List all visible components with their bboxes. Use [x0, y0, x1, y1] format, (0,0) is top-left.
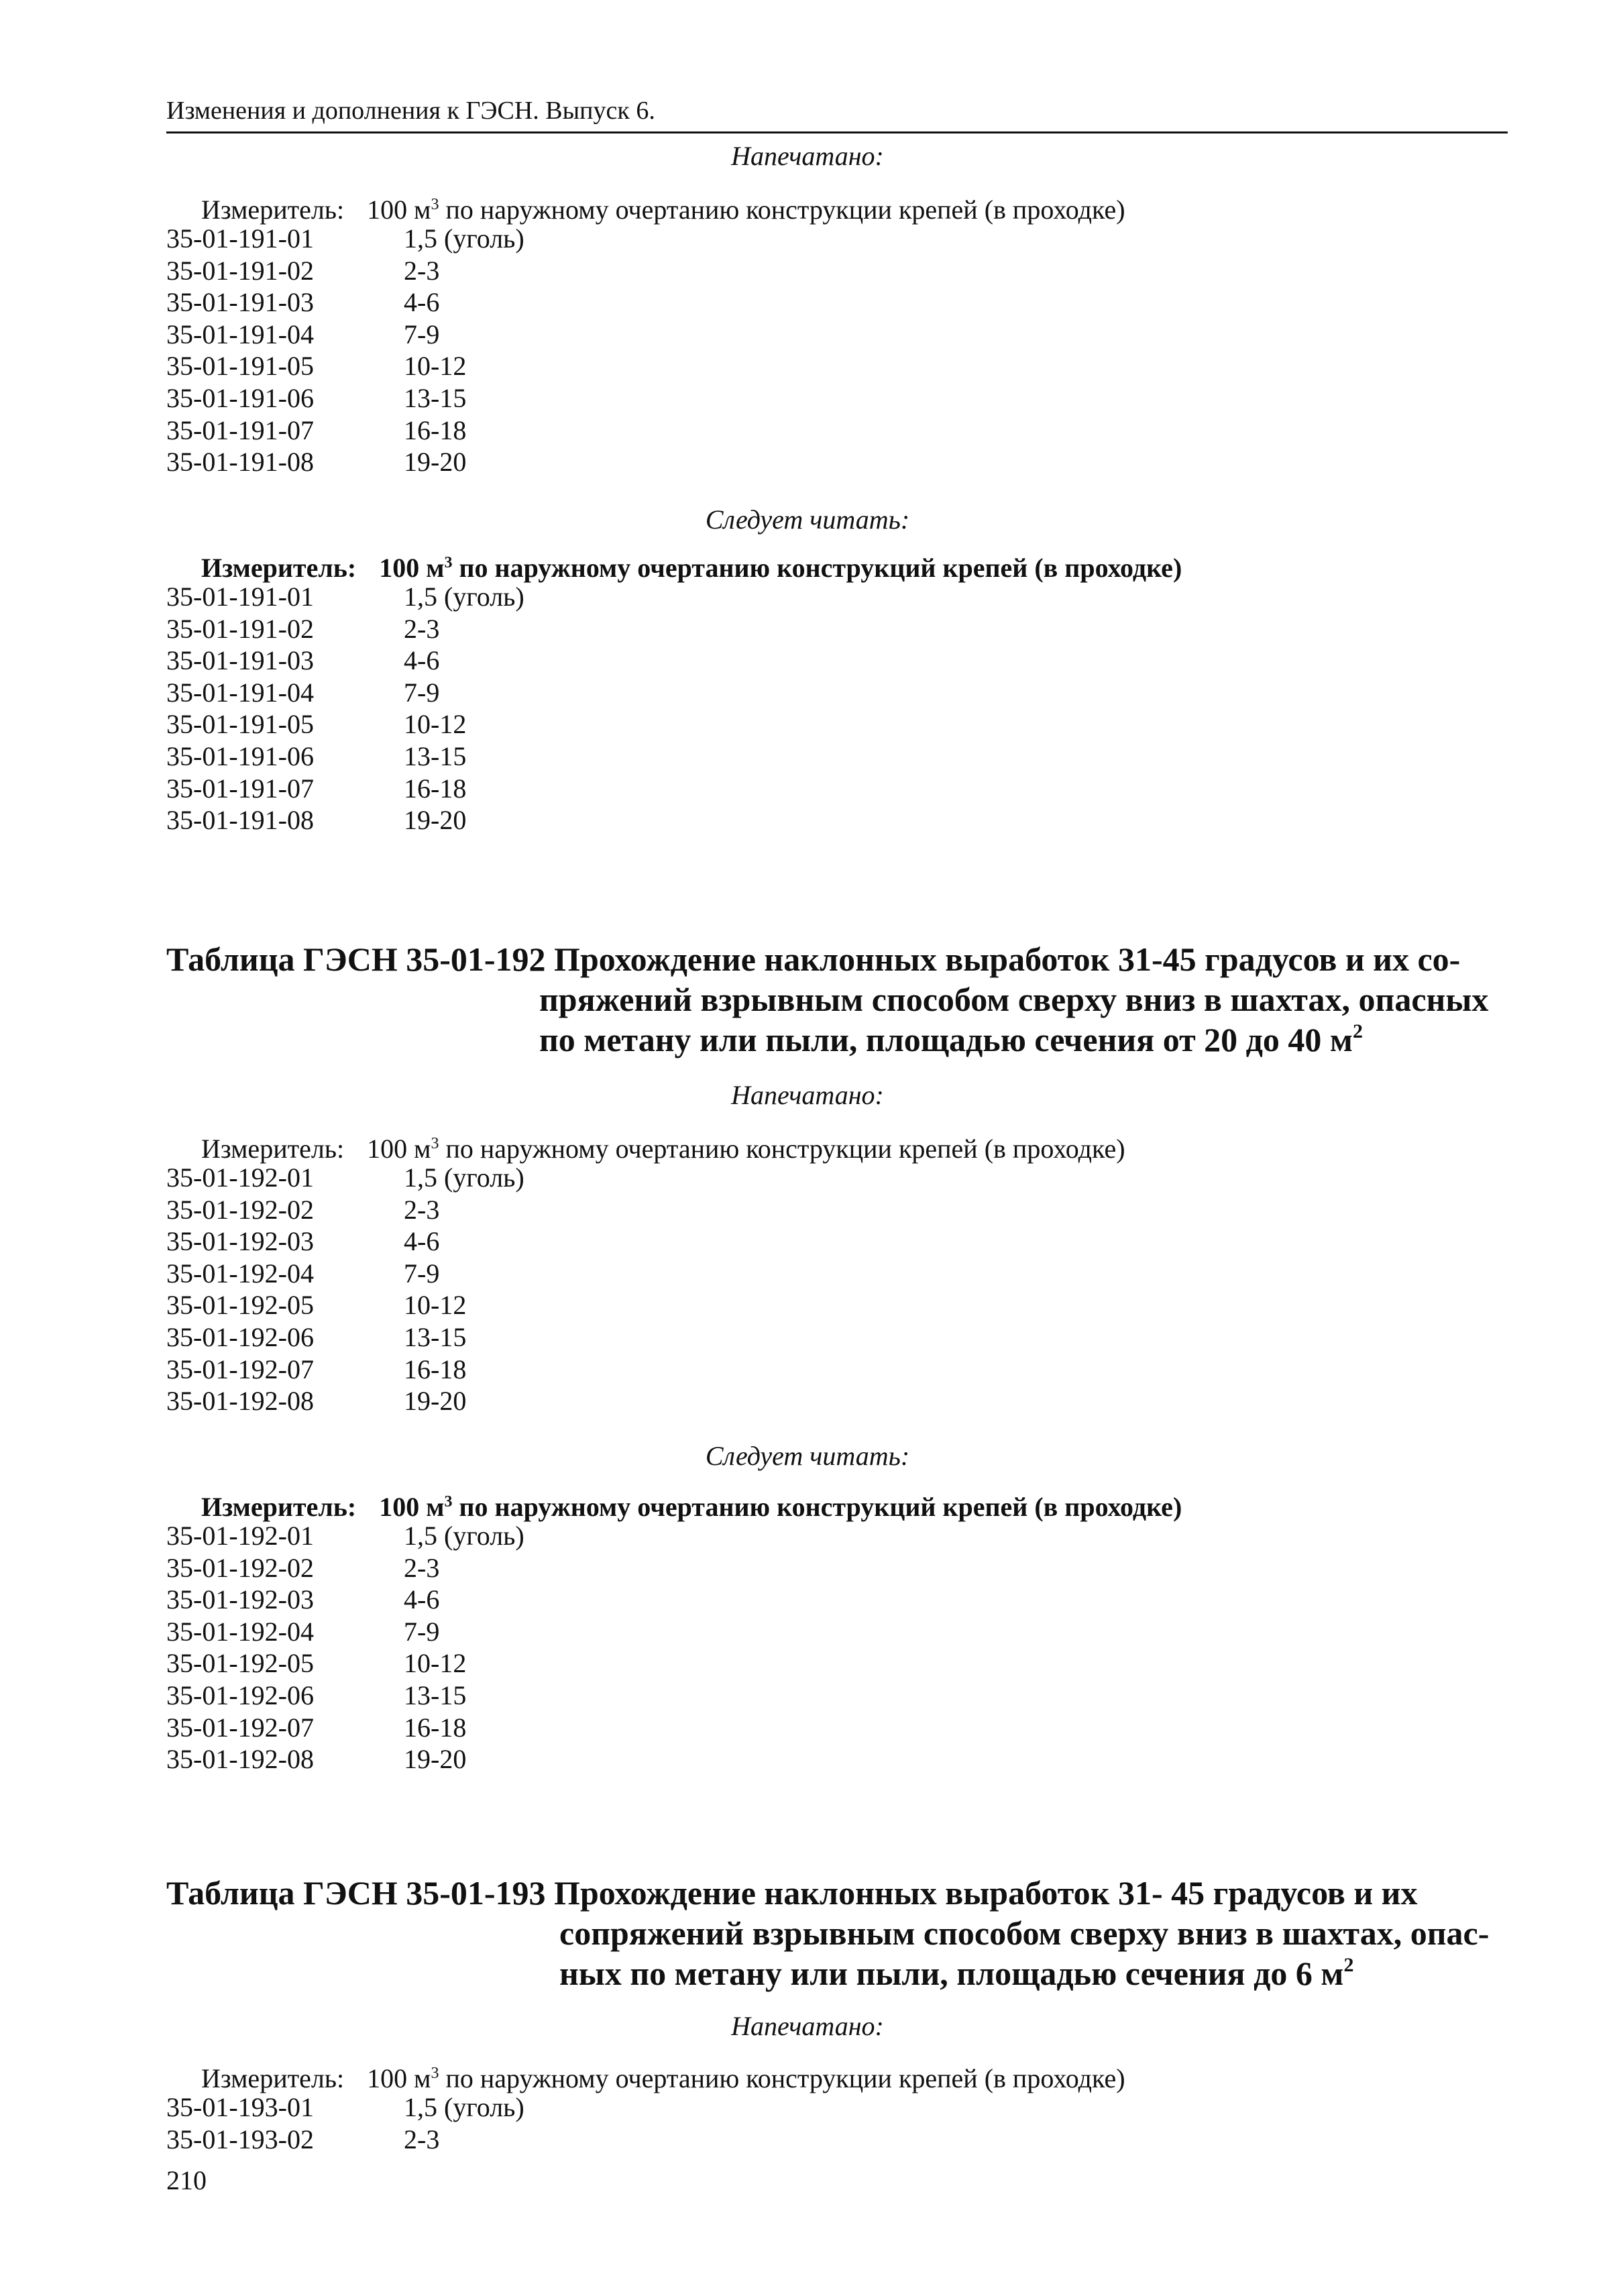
printed-label: Напечатано:	[731, 141, 884, 171]
row-code: 35-01-191-03	[166, 645, 314, 676]
row-value: 10-12	[404, 351, 467, 382]
rows-192-corrected	[166, 1520, 837, 1775]
table-row	[166, 2091, 837, 2124]
measure-tail: по наружному очертанию конструкций крепей (в проходке)	[452, 553, 1182, 583]
table-row	[166, 1552, 837, 1584]
measure-exponent: 3	[431, 2065, 439, 2082]
row-code: 35-01-191-05	[166, 351, 314, 382]
measure-tail: по наружному очертанию конструкции крепей (в проходке)	[439, 2063, 1125, 2093]
row-code: 35-01-191-06	[166, 741, 314, 771]
measure-exponent: 3	[444, 554, 453, 571]
table-row	[166, 415, 837, 447]
title-line	[166, 1020, 1508, 1060]
measure-prefix: Измеритель:	[201, 2063, 345, 2093]
row-value: 16-18	[404, 1712, 467, 1743]
measure-amount: 100 м	[379, 553, 445, 583]
row-value: 10-12	[404, 1648, 467, 1679]
table-row	[166, 350, 837, 382]
table-row	[166, 1647, 837, 1680]
row-code: 35-01-192-01	[166, 1162, 314, 1193]
row-value: 2-3	[404, 613, 440, 644]
row-value: 7-9	[404, 1616, 440, 1647]
row-code: 35-01-192-02	[166, 1194, 314, 1225]
title-line: Таблица ГЭСН 35-01-193 Прохождение наклонных выработок 31- 45 градусов и их	[166, 1874, 1418, 1912]
rows-192-printed	[166, 1162, 837, 1417]
table-row	[166, 1743, 837, 1775]
row-value: 10-12	[404, 1290, 467, 1321]
table-193-title	[166, 1873, 1508, 1993]
row-value: 4-6	[404, 645, 440, 676]
row-value: 2-3	[404, 2124, 440, 2154]
measure-tail: по наружному очертанию конструкций крепей (в проходке)	[452, 1492, 1182, 1522]
row-value: 7-9	[404, 319, 440, 349]
row-code: 35-01-191-02	[166, 255, 314, 286]
measure-prefix: Измеритель:	[201, 1134, 345, 1164]
table-row	[166, 645, 837, 677]
measure-line	[201, 1132, 1125, 1166]
table-row	[166, 1520, 837, 1552]
row-code: 35-01-191-08	[166, 447, 314, 478]
measure-amount: 100 м	[367, 1134, 431, 1164]
row-value: 1,5 (уголь)	[404, 2092, 524, 2122]
table-row	[166, 581, 837, 613]
measure-line	[201, 193, 1125, 227]
row-code: 35-01-192-04	[166, 1616, 314, 1647]
row-value: 1,5 (уголь)	[404, 1162, 524, 1193]
row-value: 13-15	[404, 741, 467, 771]
row-value: 10-12	[404, 709, 467, 740]
row-code: 35-01-191-08	[166, 805, 314, 836]
table-row	[166, 2124, 837, 2156]
row-code: 35-01-192-01	[166, 1521, 314, 1551]
row-code: 35-01-193-02	[166, 2124, 314, 2154]
row-code: 35-01-192-08	[166, 1744, 314, 1775]
measure-line-corrected	[201, 1490, 1182, 1524]
measure-tail: по наружному очертанию конструкции крепей (в проходке)	[439, 1134, 1125, 1164]
read-as-label: Следует читать:	[705, 1441, 910, 1471]
printed-label: Напечатано:	[731, 2011, 884, 2041]
row-value: 2-3	[404, 255, 440, 286]
table-row	[166, 255, 837, 287]
measure-prefix: Измеритель:	[201, 553, 357, 583]
row-code: 35-01-191-05	[166, 709, 314, 740]
printed-label: Напечатано:	[731, 1080, 884, 1110]
table-row	[166, 708, 837, 741]
row-value: 2-3	[404, 1194, 440, 1225]
row-value: 13-15	[404, 1680, 467, 1710]
table-row	[166, 613, 837, 645]
row-value: 19-20	[404, 805, 467, 836]
row-code: 35-01-192-03	[166, 1584, 314, 1615]
row-code: 35-01-192-04	[166, 1258, 314, 1289]
row-value: 4-6	[404, 1584, 440, 1615]
measure-exponent: 3	[431, 1135, 439, 1152]
title-line: сопряжений взрывным способом сверху вниз в шахтах, опас-	[559, 1914, 1490, 1952]
read-as-label: Следует читать:	[705, 504, 910, 535]
table-row	[166, 804, 837, 836]
row-code: 35-01-192-05	[166, 1648, 314, 1679]
row-code: 35-01-191-07	[166, 415, 314, 445]
row-value: 16-18	[404, 773, 467, 804]
table-192-title	[166, 939, 1508, 1060]
table-row	[166, 1225, 837, 1258]
row-code: 35-01-192-02	[166, 1552, 314, 1583]
table-row	[166, 1616, 837, 1648]
row-code: 35-01-191-01	[166, 223, 314, 254]
row-value: 19-20	[404, 447, 467, 478]
row-code: 35-01-191-07	[166, 773, 314, 804]
row-value: 13-15	[404, 382, 467, 413]
row-code: 35-01-191-06	[166, 382, 314, 413]
row-value: 1,5 (уголь)	[404, 582, 524, 612]
table-row	[166, 382, 837, 415]
rows-193-printed	[166, 2091, 837, 2155]
row-value: 1,5 (уголь)	[404, 1521, 524, 1551]
measure-exponent: 3	[444, 1493, 453, 1511]
measure-line-corrected	[201, 551, 1182, 585]
row-code: 35-01-191-04	[166, 319, 314, 349]
row-value: 1,5 (уголь)	[404, 223, 524, 254]
title-line: пряжений взрывным способом сверху вниз в шахтах, опасных	[539, 981, 1489, 1018]
row-code: 35-01-192-03	[166, 1226, 314, 1257]
measure-amount: 100 м	[379, 1492, 445, 1522]
table-row	[166, 773, 837, 805]
table-row	[166, 223, 837, 255]
row-value: 16-18	[404, 1354, 467, 1384]
row-value: 4-6	[404, 287, 440, 318]
row-value: 13-15	[404, 1321, 467, 1352]
table-row	[166, 1385, 837, 1417]
table-row	[166, 1680, 837, 1712]
measure-exponent: 3	[431, 196, 439, 213]
table-row	[166, 1354, 837, 1386]
table-row	[166, 677, 837, 709]
row-value: 2-3	[404, 1552, 440, 1583]
measure-amount: 100 м	[367, 2063, 431, 2093]
table-row	[166, 1584, 837, 1616]
title-line	[166, 1953, 1508, 1993]
table-row	[166, 741, 837, 773]
running-header: Изменения и дополнения к ГЭСН. Выпуск 6.	[166, 94, 1508, 133]
row-value: 7-9	[404, 1258, 440, 1289]
row-code: 35-01-191-03	[166, 287, 314, 318]
measure-tail: по наружному очертанию конструкции крепей (в проходке)	[439, 195, 1125, 225]
measure-prefix: Измеритель:	[201, 1492, 357, 1522]
rows-191-printed	[166, 223, 837, 478]
title-exponent: 2	[1353, 1020, 1363, 1042]
row-code: 35-01-192-06	[166, 1321, 314, 1352]
rows-191-corrected	[166, 581, 837, 836]
row-value: 7-9	[404, 677, 440, 708]
row-code: 35-01-192-06	[166, 1680, 314, 1710]
row-code: 35-01-192-05	[166, 1290, 314, 1321]
measure-amount: 100 м	[367, 195, 431, 225]
row-value: 16-18	[404, 415, 467, 445]
table-row	[166, 1712, 837, 1744]
table-row	[166, 1162, 837, 1194]
table-row	[166, 286, 837, 319]
table-row	[166, 446, 837, 478]
table-row	[166, 1289, 837, 1321]
row-code: 35-01-191-04	[166, 677, 314, 708]
table-row	[166, 1194, 837, 1226]
row-value: 19-20	[404, 1386, 467, 1417]
row-code: 35-01-192-08	[166, 1386, 314, 1417]
table-row	[166, 1321, 837, 1354]
measure-prefix: Измеритель:	[201, 195, 345, 225]
title-text: по метану или пыли, площадью сечения от 20 до 40 м	[539, 1021, 1353, 1058]
title-line: Таблица ГЭСН 35-01-192 Прохождение наклонных выработок 31-45 градусов и их со-	[166, 940, 1461, 978]
table-row	[166, 1258, 837, 1290]
row-code: 35-01-191-02	[166, 613, 314, 644]
table-row	[166, 319, 837, 351]
row-value: 19-20	[404, 1744, 467, 1775]
row-code: 35-01-193-01	[166, 2092, 314, 2122]
row-code: 35-01-191-01	[166, 582, 314, 612]
row-value: 4-6	[404, 1226, 440, 1257]
title-exponent: 2	[1343, 1954, 1354, 1976]
row-code: 35-01-192-07	[166, 1712, 314, 1743]
title-text: ных по метану или пыли, площадью сечения до 6 м	[559, 1955, 1344, 1992]
measure-line	[201, 2062, 1125, 2095]
row-code: 35-01-192-07	[166, 1354, 314, 1384]
page-number: 210	[166, 2165, 207, 2195]
